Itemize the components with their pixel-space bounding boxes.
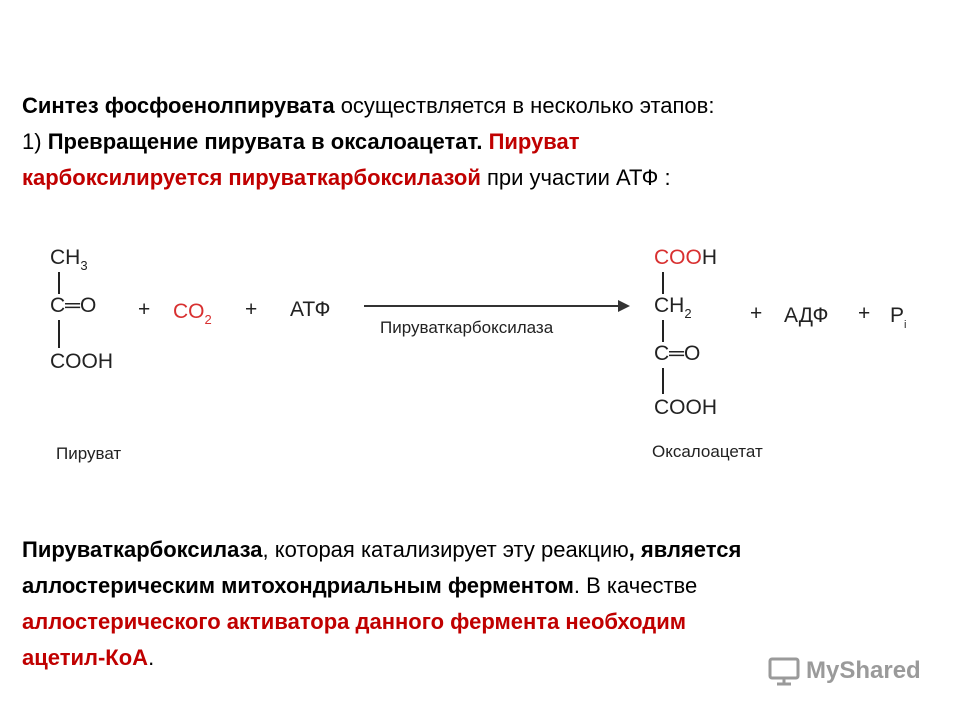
enzyme-label: Пируваткарбоксилаза bbox=[380, 318, 554, 337]
step-title: Превращение пирувата в оксалоацетат. bbox=[47, 129, 483, 154]
activator-text: аллостерического активатора данного фермента необходим bbox=[22, 609, 687, 634]
enzyme-paragraph bbox=[22, 532, 952, 676]
bond-line bbox=[58, 320, 60, 348]
oxaloacetate-label: Оксалоацетат bbox=[652, 442, 763, 461]
plus-sign: + bbox=[858, 302, 871, 325]
co2-formula: $CO_2$ bbox=[173, 300, 212, 327]
plus-sign: + bbox=[245, 298, 258, 321]
enzyme-text-2: . В качестве bbox=[573, 573, 698, 598]
pyruvate-label: Пируват bbox=[56, 444, 122, 463]
enzyme-name: Пируваткарбоксилаза bbox=[22, 537, 263, 562]
enzyme-text-bold: , является bbox=[628, 537, 742, 562]
highlight-text: Пируват bbox=[482, 129, 580, 154]
watermark-text: MyShared bbox=[806, 657, 921, 684]
enzyme-type: аллостерическим митохондриальным ферментом bbox=[22, 573, 574, 598]
pyruvate-c-eq-o: C═O bbox=[50, 294, 97, 317]
activator-name: ацетил-КоА bbox=[22, 645, 149, 670]
plus-sign: + bbox=[750, 302, 763, 325]
oxaloacetate-cooh: COOH bbox=[654, 396, 717, 419]
intro-text: осуществляется в несколько этапов: bbox=[334, 93, 715, 118]
presentation-board-icon bbox=[768, 656, 800, 686]
intro-line-2 bbox=[22, 124, 922, 160]
watermark-logo bbox=[768, 656, 921, 686]
intro-line-1 bbox=[22, 88, 922, 124]
bond-line bbox=[662, 272, 664, 294]
atp-label: АТФ bbox=[290, 298, 331, 321]
title-bold-text: Синтез фосфоенолпирувата bbox=[22, 93, 335, 118]
pyruvate-ch3: $CH_3$ bbox=[50, 246, 88, 273]
adp-label: АДФ bbox=[784, 304, 829, 327]
intro-text-2: при участии АТФ : bbox=[480, 165, 671, 190]
bond-line bbox=[662, 368, 664, 394]
oxaloacetate-coo: COOH bbox=[654, 246, 718, 269]
reaction-arrow-icon bbox=[362, 298, 632, 314]
period: . bbox=[148, 645, 155, 670]
bond-line bbox=[58, 272, 60, 294]
oxaloacetate-c-eq-o: C═O bbox=[654, 342, 701, 365]
enzyme-text: , которая катализирует эту реакцию bbox=[262, 537, 629, 562]
enzyme-line-3 bbox=[22, 604, 952, 640]
highlight-text-2: карбоксилируется пируваткарбоксилазой bbox=[22, 165, 481, 190]
pyruvate-cooh: COOH bbox=[50, 350, 113, 373]
enzyme-line-1 bbox=[22, 532, 952, 568]
intro-paragraph bbox=[22, 88, 922, 196]
plus-sign: + bbox=[138, 298, 151, 321]
enzyme-line-2 bbox=[22, 568, 952, 604]
bond-line bbox=[662, 320, 664, 342]
step-number: 1) bbox=[22, 129, 48, 154]
phosphate-label: $P_i$ bbox=[890, 304, 907, 331]
oxaloacetate-ch2: $CH_2$ bbox=[654, 294, 692, 321]
intro-line-3 bbox=[22, 160, 922, 196]
